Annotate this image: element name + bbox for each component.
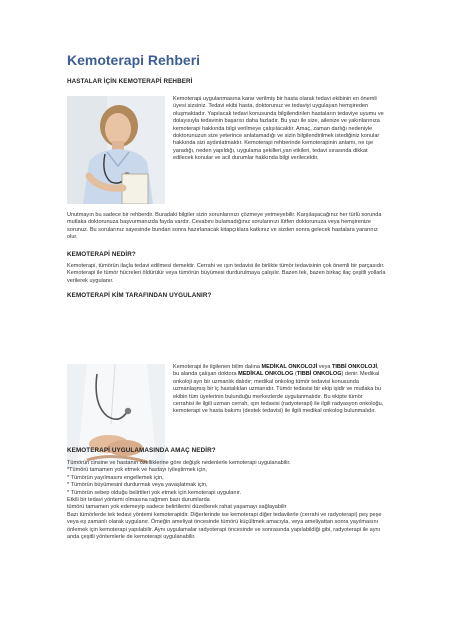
heading-main: HASTALAR İÇİN KEMOTERAPİ REHBERİ bbox=[67, 78, 193, 85]
who-paragraph: Kemoterapi ile ilgilenen bilim dalına MEDİKAL ONKOLOJİ veya TIBBİ ONKOLOJİ, bu alanda çalışan doktora MEDİKAL ONKOLOG (TIBBİ ONKOLOG) denir. Medikal onkoloji ayrı bir uzmanlık dalıdır; medikal onkolog tümör tedavisi konusunda uzmanlaşmış bir iç hastalıkları uzmanıdır. Tümör tedavisi bir ekip işidir ve mutlaka bu ekibin tüm üyelerinin bulunduğu merkezlerde uygulanmalıdır. Bu ekipte tümör cerrahisi ile ilgili uzman cerrah, ışın tedavisi (radyoterapi) ile ilgili radyasyon onkoloğu, kemoterapi ve hasta bakımı (destek tedavisi) ile ilgili medikal onkolog bulunmalıdır. bbox=[173, 364, 384, 415]
heading-who: KEMOTERAPİ KİM TARAFINDAN UYGULANIR? bbox=[67, 292, 212, 299]
goal-line: * Tümörün büyümesini durdurmak veya yavaşlatmak için, bbox=[67, 482, 208, 489]
goal-line: Etkili bir tedavi yöntemi olmasına rağmen bazı durumlarda bbox=[67, 497, 210, 504]
heading-goal: KEMOTERAPİ UYGULAMASINDA AMAÇ NEDİR? bbox=[67, 447, 216, 454]
goal-text-block bbox=[67, 460, 389, 541]
goal-line: *Tümörü tamamen yok etmek ve hastayı iyileştirmek için, bbox=[67, 467, 207, 474]
heading-what: KEMOTERAPİ NEDİR? bbox=[67, 251, 136, 258]
goal-line: Tümörün cinsine ve hastanın özelliklerine göre değişik nedenlerle kemoterapi uygulanabilir. bbox=[67, 460, 291, 466]
nurse-photo bbox=[67, 96, 165, 204]
what-paragraph: Kemoterapi, tümörün ilaçla tedavi edilmesi demektir. Cerrahi ve ışın tedavisi ile birlikte tümör tedavisinin çok önemli bir parçasıdır. Kemoterapi ile tümör hücreleri öldürülür veya tümörün büyümesi durdurulmaya çalışılır. Bazen tek, bazen birkaç ilaç çeşitli yollarla verilerek uygulanır. bbox=[67, 263, 386, 284]
goal-line: * Tümörün yayılmasını engellemek için, bbox=[67, 474, 164, 481]
note-paragraph: Unutmayın bu sadece bir rehberdir. Buradaki bilgiler sizin sorunlarınızı çözmeye yetmeyebilir. Karşılaşacağınız her türlü sorunda mutlaka doktorunuza başvurmanızda fayda vardır. Cevabını bulamadığınız sorularınızı lütfen doktorunuza veya hemşirenize sorunuz. Bu sorularınız sayesinde bundan sonra hazırlanacak kitapçıklara katkınız ve sizden sonra gelecek hastalara yararınız olur. bbox=[67, 212, 382, 241]
intro-paragraph: Kemoterapi uygulanmasına karar verilmiş bir hasta olarak tedavi ekibinin en önemli üyesi sizsiniz. Tedavi ekibi hasta, doktorunuz ve tedaviyi uygulayan hemşireden oluşmaktadır. Yapılacak tedavi konusunda bilgilendirilen hastaların tedaviye uyumu ve dolayısıyla tedavinin başarısı daha fazladır. Bu yazı ile size, ailenize ve yakınlarınıza kemoterapi hakkında bilgi verilmeye çalışılacaktır. Amaç, zaman darlığı nedeniyle doktorunuzun size yeterince anlatamadığı ve sizin bilgilendirilmek istediğiniz konular hakkında sizi aydınlatmaktır. Kemoterapi rehberinde kemoterapinin anlamı, ne işe yaradığı, neden yapıldığı, uygulama şekilleri,yan etkileri, tedavi sırasında dikkat edilecek konular ve acil durumlar hakkında bilgi verilecektir. bbox=[173, 96, 384, 162]
goal-line: Bazı tümörlerde tek tedavi yöntemi kemoterapidir. Diğerlerinde ise kemoterapi diğer tedavilerle (cerrahi ve radyoterapi) peş peşe veya eş zamanlı olarak uygulanır. Ömeğin ameliyat öncesinde tümörü küçültmek amacıyla, veya ameliyattan sonra yayılmasını önlemek için kemoterapi yapılabilir. Aynı uygulamalar radyoterapi öncesinde ve sonrasında yapılabildiği gibi, radyoterapi ile aynı anda çeşitli yöntemlerle de kemoterapi uygulanabilir. bbox=[67, 511, 382, 541]
goal-line: tümörü tamamen yok edemeyip sadece belirtilerini düzelterek rahat yaşamayı sağlayabilir bbox=[67, 504, 287, 511]
document-title: Kemoterapi Rehberi bbox=[67, 52, 201, 68]
goal-line: * Tümörün sebep olduğu belirtileri yok etmek için kemoterapi uygulanır. bbox=[67, 489, 242, 496]
